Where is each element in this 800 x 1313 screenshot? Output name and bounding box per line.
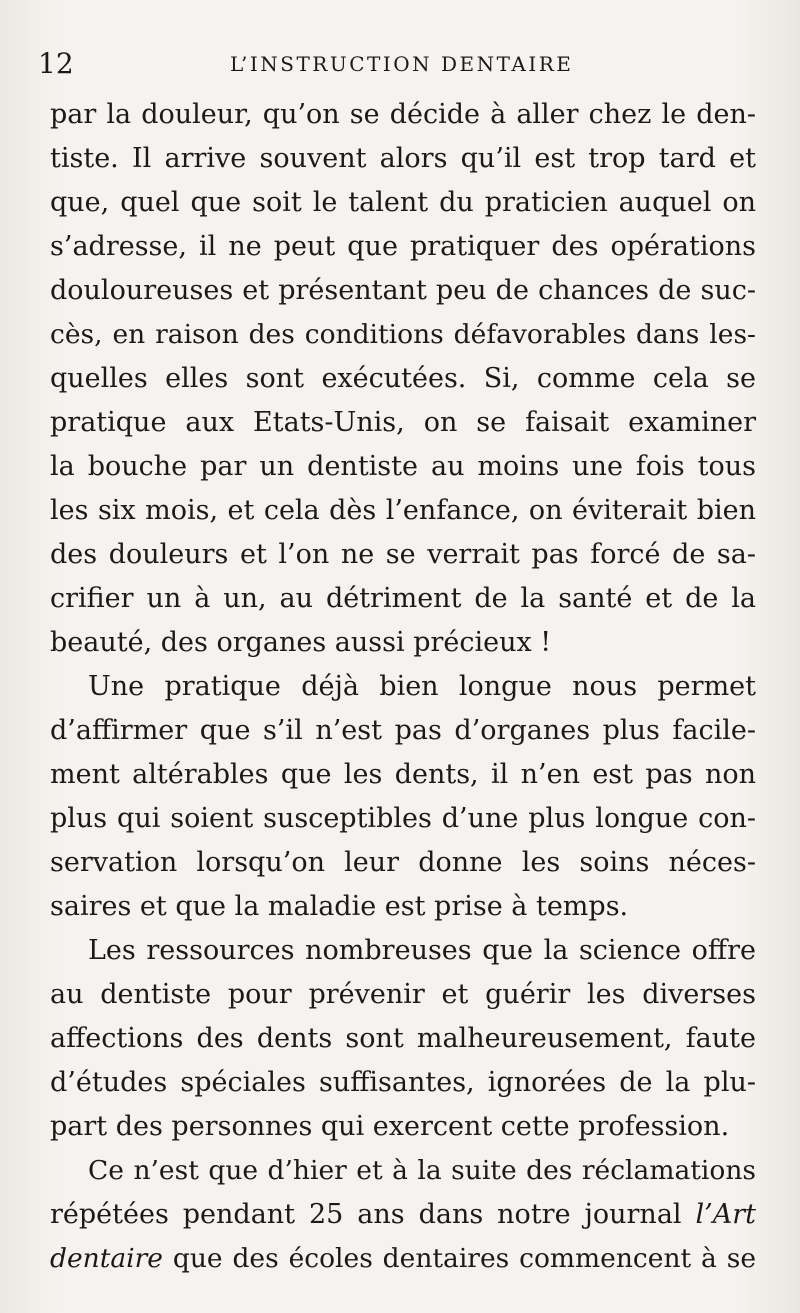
text-line: beauté, des organes aussi précieux ! (50, 627, 552, 658)
text-line: par la douleur, qu’on se décide à aller chez le den- (50, 99, 756, 130)
text-line: pratique aux Etats-Unis, on se faisait examiner (50, 407, 756, 438)
text-line: douloureuses et présentant peu de chances de suc- (50, 275, 756, 306)
text-line: plus qui soient susceptibles d’une plus longue con- (50, 803, 756, 834)
text-line: Les ressources nombreuses que la science offre (88, 935, 756, 966)
text-line: crifier un à un, au détriment de la santé et de la (50, 583, 756, 614)
text-line: la bouche par un dentiste au moins une fois tous (50, 451, 756, 482)
text-line: Une pratique déjà bien longue nous permet (88, 671, 756, 702)
running-title: L’INSTRUCTION DENTAIRE (230, 52, 574, 76)
running-head (38, 44, 758, 84)
journal-title-italic: dentaire (50, 1243, 163, 1274)
text-line: des douleurs et l’on ne se verrait pas forcé de sa- (50, 539, 756, 570)
text-line: part des personnes qui exercent cette profession. (50, 1111, 730, 1142)
text-line: tiste. Il arrive souvent alors qu’il est trop tard et (50, 143, 756, 174)
text-line: s’adresse, il ne peut que pratiquer des opérations (50, 231, 756, 262)
text-line: dentaire que des écoles dentaires commencent à se (50, 1243, 756, 1274)
text-line: répétées pendant 25 ans dans notre journal l’Art (50, 1199, 756, 1230)
text-line: que, quel que soit le talent du praticien auquel on (50, 187, 756, 218)
text-line: d’études spéciales suffisantes, ignorées de la plu- (50, 1067, 756, 1098)
text-line: Ce n’est que d’hier et à la suite des réclamations (88, 1155, 756, 1186)
text-line: les six mois, et cela dès l’enfance, on éviterait bien (50, 495, 756, 526)
text-line: saires et que la maladie est prise à temps. (50, 891, 629, 922)
text-line: cès, en raison des conditions défavorables dans les- (50, 319, 756, 350)
text-line: au dentiste pour prévenir et guérir les diverses (50, 979, 756, 1010)
text-line: d’affirmer que s’il n’est pas d’organes plus facile- (50, 715, 756, 746)
journal-title-italic: l’Art (695, 1199, 756, 1230)
body-text (50, 93, 756, 1281)
text-line: servation lorsqu’on leur donne les soins néces- (50, 847, 756, 878)
text-line: ment altérables que les dents, il n’en est pas non (50, 759, 756, 790)
text-line: quelles elles sont exécutées. Si, comme cela se (50, 363, 756, 394)
text-line: affections des dents sont malheureusement, faute (50, 1023, 756, 1054)
page-number: 12 (38, 47, 74, 80)
